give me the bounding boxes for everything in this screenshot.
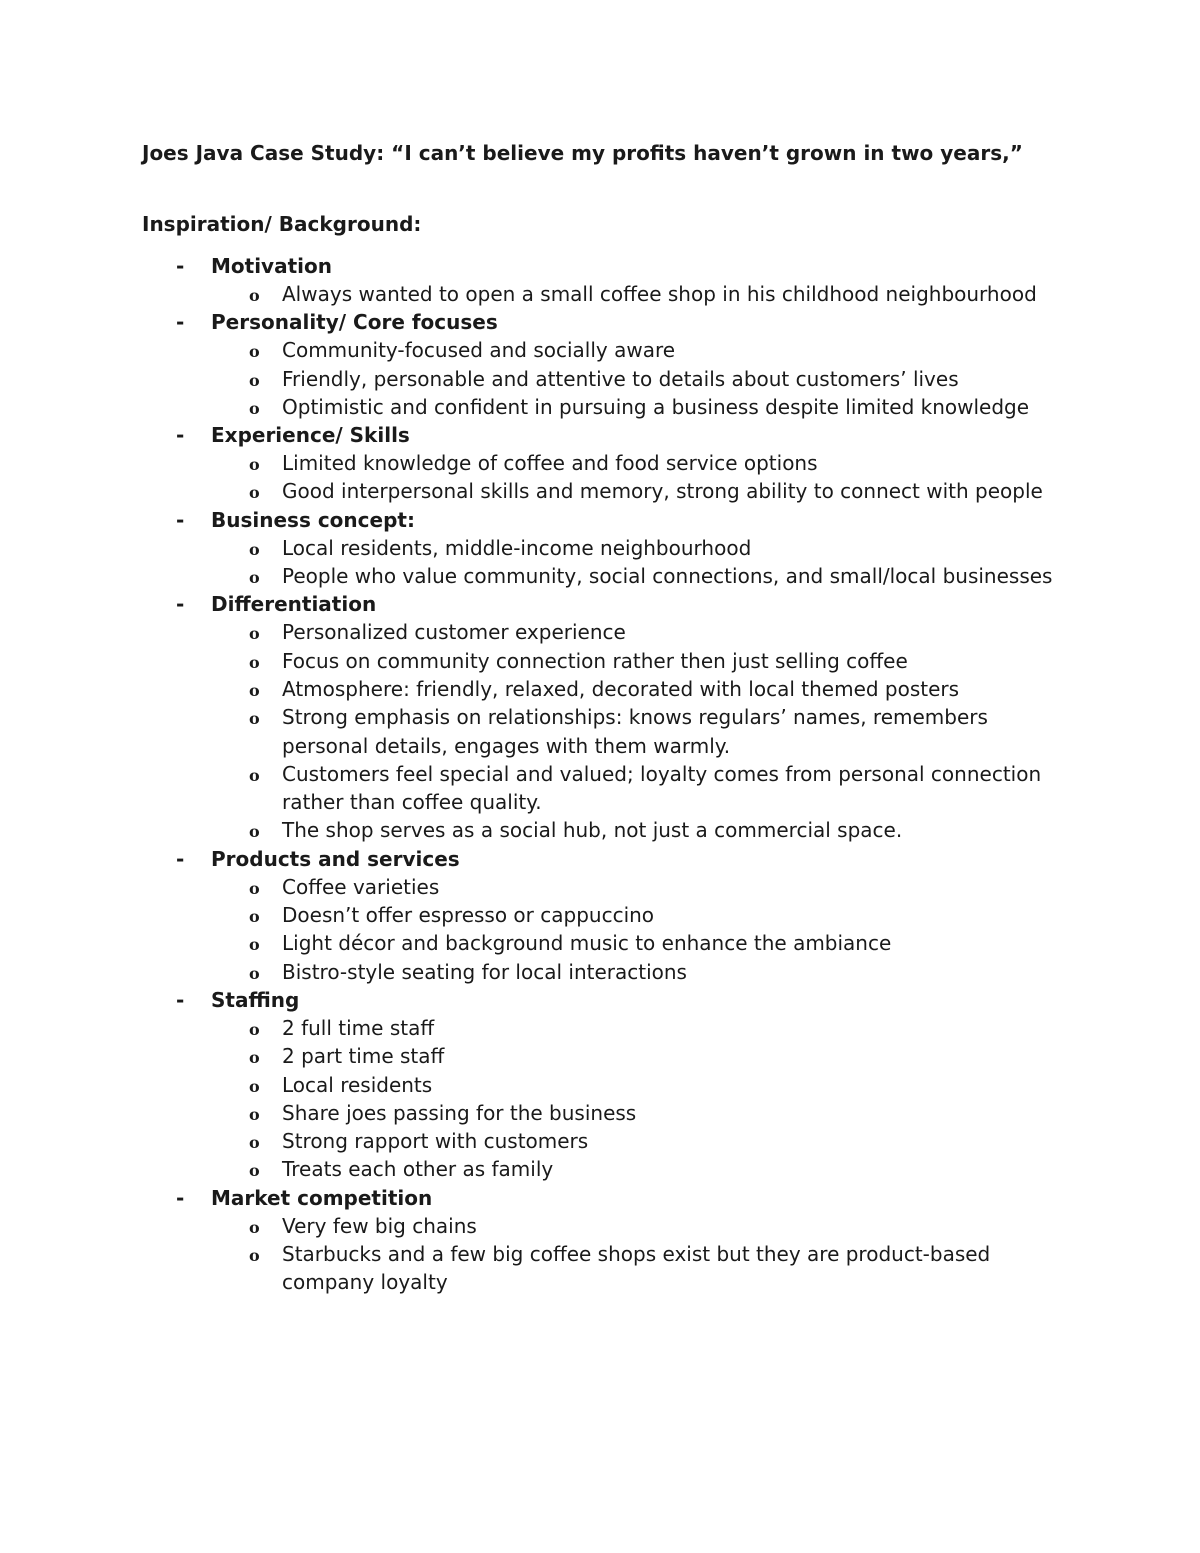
topic-products-services <box>142 845 1062 986</box>
circle-bullet: o <box>249 765 260 785</box>
list-item-text: Doesn’t offer espresso or cappuccino <box>282 903 655 928</box>
list-item <box>142 675 1062 703</box>
list-item <box>142 1071 1062 1099</box>
topic-label: Differentiation <box>211 592 377 617</box>
list-item-text: Limited knowledge of coffee and food service options <box>282 451 818 476</box>
topic-market-competition <box>142 1184 1062 1297</box>
topic-experience <box>142 421 1062 506</box>
circle-bullet: o <box>249 1048 260 1068</box>
list-item-text: Strong emphasis on relationships: knows regulars’ names, remembers personal details, engages with them warmly. <box>282 705 988 758</box>
topic-row <box>142 845 1062 873</box>
list-item <box>142 562 1062 590</box>
circle-bullet: o <box>249 539 260 559</box>
topic-label: Motivation <box>211 254 332 278</box>
list-item-text: Coffee varieties <box>282 874 440 899</box>
dash-bullet: - <box>176 254 185 278</box>
sub-list <box>142 336 1062 421</box>
topic-label: Market competition <box>211 1185 433 1210</box>
list-item <box>142 534 1062 562</box>
list-item <box>142 816 1062 844</box>
topic-row <box>142 308 1062 336</box>
list-item <box>142 958 1062 986</box>
topic-row <box>142 421 1062 449</box>
topic-row <box>142 1184 1062 1212</box>
list-item <box>142 618 1062 646</box>
circle-bullet: o <box>249 568 260 588</box>
dash-bullet: - <box>176 592 185 617</box>
list-item-text: Personalized customer experience <box>282 620 626 645</box>
circle-bullet: o <box>249 1217 260 1237</box>
list-item <box>142 1014 1062 1042</box>
list-item <box>142 449 1062 477</box>
topic-row <box>142 506 1062 534</box>
list-item <box>142 477 1062 505</box>
circle-bullet: o <box>249 342 260 362</box>
list-item-text: The shop serves as a social hub, not just a commercial space. <box>282 818 903 843</box>
sub-list <box>142 534 1062 591</box>
circle-bullet: o <box>249 370 260 390</box>
sub-list <box>142 449 1062 506</box>
dash-bullet: - <box>176 310 185 335</box>
list-item <box>142 703 1062 760</box>
list-item-text: Strong rapport with customers <box>282 1129 589 1154</box>
list-item <box>142 1042 1062 1070</box>
circle-bullet: o <box>249 709 260 729</box>
circle-bullet: o <box>249 624 260 644</box>
list-item-text: Local residents <box>282 1072 433 1097</box>
list-item <box>142 393 1062 421</box>
circle-bullet: o <box>249 963 260 983</box>
sub-list <box>142 1212 1062 1297</box>
circle-bullet: o <box>249 680 260 700</box>
topic-motivation <box>142 252 1062 308</box>
circle-bullet: o <box>249 822 260 842</box>
circle-bullet: o <box>249 935 260 955</box>
dash-bullet: - <box>176 423 185 448</box>
list-item <box>142 901 1062 929</box>
list-item <box>142 336 1062 364</box>
topic-staffing <box>142 986 1062 1184</box>
document-title: Joes Java Case Study: “I can’t believe my profits haven’t grown in two years,” <box>142 141 1023 165</box>
circle-bullet: o <box>249 1133 260 1153</box>
topic-personality <box>142 308 1062 421</box>
dash-bullet: - <box>176 1185 185 1210</box>
outline-list <box>142 252 1062 1297</box>
list-item <box>142 647 1062 675</box>
list-item-text: Light décor and background music to enhance the ambiance <box>282 931 892 956</box>
circle-bullet: o <box>249 652 260 672</box>
sub-list <box>142 1014 1062 1184</box>
list-item-text: 2 part time staff <box>282 1044 445 1069</box>
topic-row <box>142 252 1062 280</box>
list-item-text: People who value community, social connections, and small/local businesses <box>282 564 1053 589</box>
circle-bullet: o <box>249 1076 260 1096</box>
circle-bullet: o <box>249 286 260 305</box>
dash-bullet: - <box>176 507 185 532</box>
list-item-text: Customers feel special and valued; loyalty comes from personal connection rather than coffee quality. <box>282 761 1042 815</box>
sub-list <box>142 873 1062 986</box>
list-item-text: Focus on community connection rather then just selling coffee <box>282 648 908 673</box>
list-item-text: Friendly, personable and attentive to details about customers’ lives <box>282 366 959 391</box>
topic-label: Business concept: <box>211 507 415 532</box>
topic-label: Products and services <box>211 846 460 871</box>
list-item <box>142 929 1062 957</box>
topic-row <box>142 986 1062 1014</box>
circle-bullet: o <box>249 398 260 418</box>
list-item <box>142 873 1062 901</box>
list-item-text: Share joes passing for the business <box>282 1100 637 1125</box>
list-item <box>142 1212 1062 1240</box>
list-item-text: Atmosphere: friendly, relaxed, decorated with local themed posters <box>282 676 960 701</box>
topic-label: Experience/ Skills <box>211 423 410 448</box>
list-item-text: Local residents, middle-income neighbourhood <box>282 535 752 560</box>
list-item <box>142 365 1062 393</box>
dash-bullet: - <box>176 846 185 871</box>
dash-bullet: - <box>176 987 185 1012</box>
circle-bullet: o <box>249 878 260 898</box>
topic-label: Personality/ Core focuses <box>211 310 498 335</box>
topic-row <box>142 590 1062 618</box>
topic-differentiation <box>142 590 1062 844</box>
sub-list <box>142 280 1062 308</box>
circle-bullet: o <box>249 1019 260 1039</box>
list-item <box>142 1155 1062 1183</box>
list-item <box>142 1127 1062 1155</box>
list-item <box>142 280 1062 308</box>
circle-bullet: o <box>249 483 260 503</box>
list-item-text: Community-focused and socially aware <box>282 338 676 363</box>
list-item-text: Very few big chains <box>282 1213 477 1238</box>
list-item <box>142 1240 1062 1297</box>
list-item-text: Optimistic and confident in pursuing a business despite limited knowledge <box>282 394 1030 419</box>
list-item-text: Always wanted to open a small coffee shop in his childhood neighbourhood <box>282 282 1037 306</box>
list-item-text: 2 full time staff <box>282 1015 435 1040</box>
circle-bullet: o <box>249 1104 260 1124</box>
circle-bullet: o <box>249 907 260 927</box>
circle-bullet: o <box>249 455 260 475</box>
topic-business-concept <box>142 506 1062 591</box>
circle-bullet: o <box>249 1161 260 1181</box>
list-item-text: Bistro-style seating for local interactions <box>282 959 687 984</box>
list-item-text: Starbucks and a few big coffee shops exist but they are product-based company loyalty <box>282 1242 991 1295</box>
list-item <box>142 1099 1062 1127</box>
sub-list <box>142 618 1062 844</box>
list-item <box>142 760 1062 817</box>
circle-bullet: o <box>249 1246 260 1266</box>
topic-label: Staffing <box>211 987 300 1012</box>
list-item-text: Treats each other as family <box>282 1157 554 1182</box>
section-heading: Inspiration/ Background: <box>142 212 422 236</box>
list-item-text: Good interpersonal skills and memory, strong ability to connect with people <box>282 479 1043 504</box>
